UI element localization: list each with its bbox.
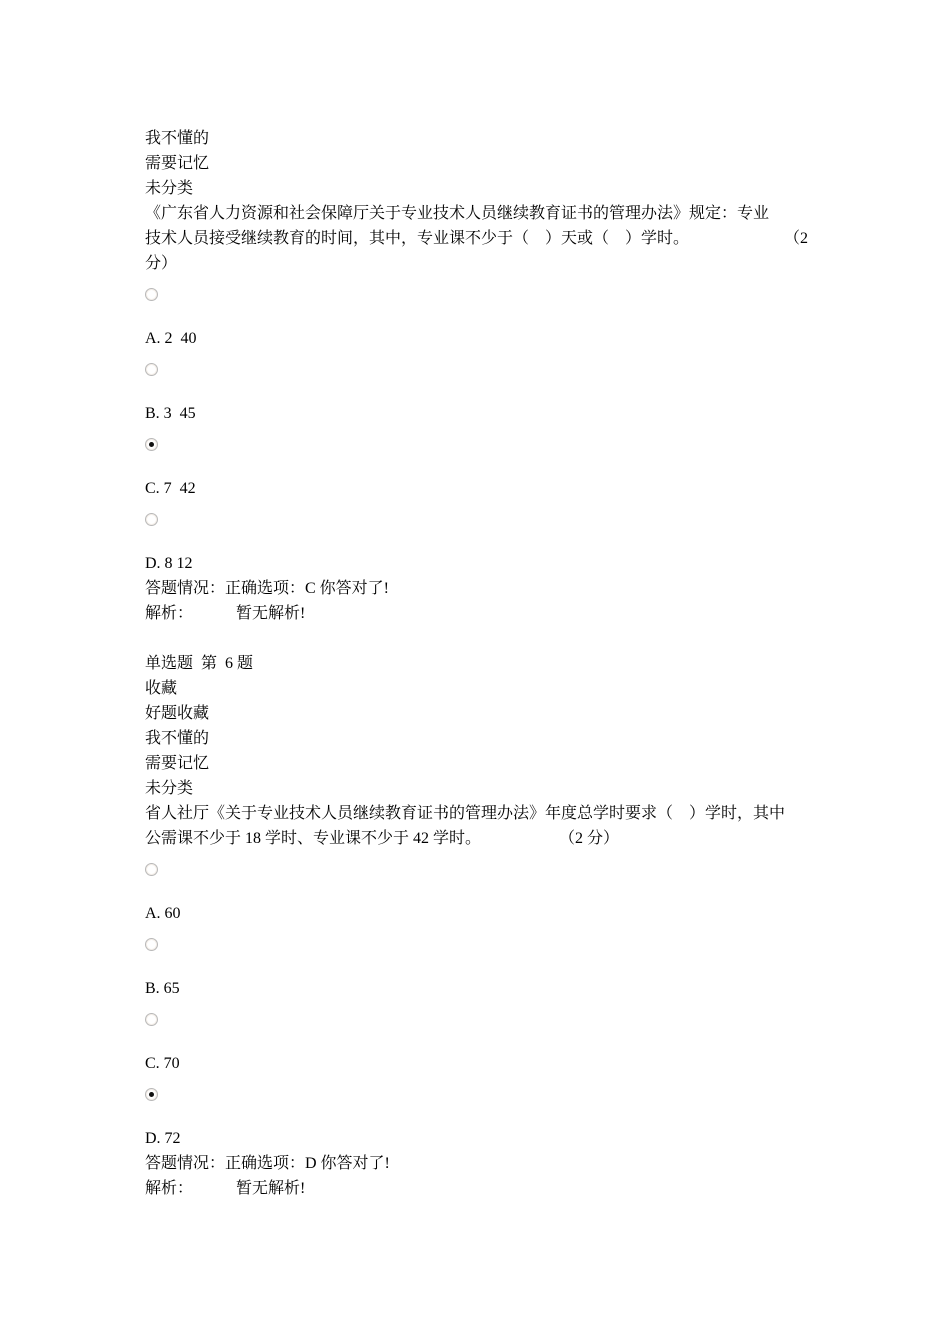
option-d-label: D. 72 [145,1130,181,1147]
question-text: 技术人员接受继续教育的时间，其中，专业课不少于（ ）天或（ ）学时。 [145,230,690,247]
tag-need-memorize[interactable]: 需要记忆 [145,755,210,772]
tag-need-memorize[interactable]: 需要记忆 [145,155,210,172]
question-text-line-1: 省人社厅《关于专业技术人员继续教育证书的管理办法》年度总学时要求（ ）学时，其中 [145,805,786,822]
question-score: （2 分） [559,830,620,847]
option-d-radio[interactable] [145,1088,158,1101]
answer-status: 答题情况：正确选项：D 你答对了! [145,1155,390,1172]
question-5 [145,126,808,626]
analysis-label: 解析： [145,1180,194,1197]
analysis-row [145,601,808,626]
option-a-radio[interactable] [145,288,158,301]
document-body [145,126,808,1201]
tag-favorite[interactable]: 收藏 [145,680,178,697]
analysis-text: 暂无解析! [236,1180,306,1197]
option-c-radio[interactable] [145,1013,158,1026]
answer-status: 答题情况：正确选项：C 你答对了! [145,580,390,597]
tag-uncategorized[interactable]: 未分类 [145,180,194,197]
question-text-line-2 [145,826,808,851]
option-a-label: A. 60 [145,905,181,922]
question-score: （2 [783,230,808,247]
option-a-radio[interactable] [145,863,158,876]
question-header: 单选题 第 6 题 [145,655,254,672]
option-c-label: C. 7 42 [145,480,196,497]
option-b-label: B. 3 45 [145,405,196,422]
option-d-label: D. 8 12 [145,555,193,572]
question-text-line-1: 《广东省人力资源和社会保障厅关于专业技术人员继续教育证书的管理办法》规定：专业 [145,205,770,222]
question-text: 公需课不少于 18 学时、专业课不少于 42 学时。 [145,830,482,847]
option-b-radio[interactable] [145,363,158,376]
analysis-label: 解析： [145,605,194,622]
analysis-row [145,1176,808,1201]
option-b-label: B. 65 [145,980,180,997]
tag-uncategorized[interactable]: 未分类 [145,780,194,797]
question-score-unit: 分） [145,255,178,272]
tag-dont-understand[interactable]: 我不懂的 [145,730,210,747]
option-c-label: C. 70 [145,1055,180,1072]
question-6 [145,651,808,1201]
question-text-line-2 [145,226,808,251]
option-d-radio[interactable] [145,513,158,526]
option-a-label: A. 2 40 [145,330,197,347]
option-b-radio[interactable] [145,938,158,951]
option-c-radio[interactable] [145,438,158,451]
analysis-text: 暂无解析! [236,605,306,622]
tag-dont-understand[interactable]: 我不懂的 [145,130,210,147]
tag-good-question[interactable]: 好题收藏 [145,705,210,722]
